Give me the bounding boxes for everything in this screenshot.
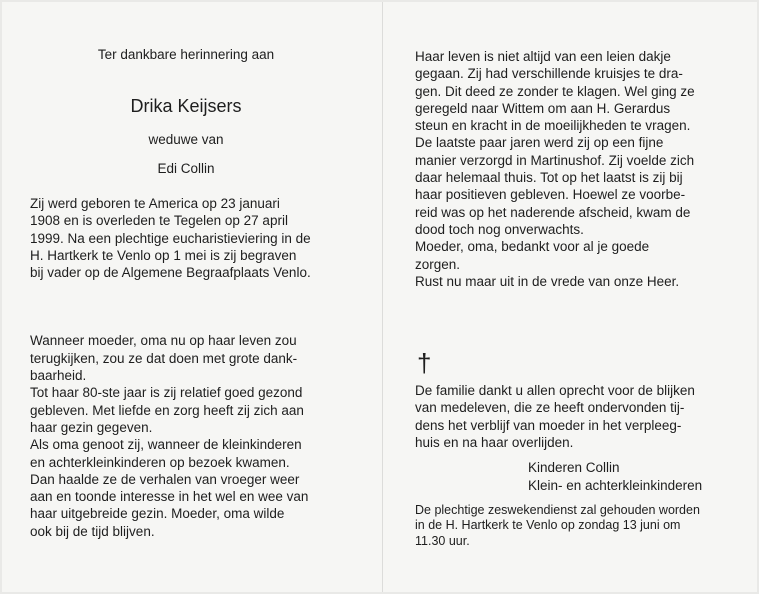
signature-line-grandchildren: Klein- en achterkleinkinderen bbox=[528, 477, 703, 493]
fold-line bbox=[382, 2, 383, 592]
signature-line-children: Kinderen Collin bbox=[528, 460, 620, 476]
intro-line: Ter dankbare herinnering aan bbox=[97, 47, 275, 62]
birth-death-paragraph: Zij werd geboren te America op 23 januari 1908 en is overleden te Tegelen op 27 april 1999. Na een plechtige eucharistieviering in de H. Hartkerk te Venlo op 1 mei is zij begraven bij vader op de Algemene Begraafplaats Venlo. bbox=[30, 196, 311, 281]
deceased-name: Drika Keijsers bbox=[130, 96, 242, 116]
memorial-card bbox=[2, 2, 757, 592]
service-notice: De plechtige zeswekendienst zal gehouden worden in de H. Hartkerk te Venlo op zondag 13 juni om 11.30 uur. bbox=[415, 502, 700, 548]
life-paragraph: Wanneer moeder, oma nu op haar leven zou terugkijken, zou ze dat doen met grote dank- baarheid. Tot haar 80-ste jaar is zij relatief goed gezond gebleven. Met liefde en zorg heeft zij zich aan haar gezin gegeven. Als oma genoot zij, wanneer de kleinkinderen en achterkleinkinderen op bezoek kwamen. Dan haalde ze de verhalen van vroeger weer aan en toonde interesse in het wel en wee van haar uitgebreide gezin. Moeder, oma wilde ook bij de tijd blijven. bbox=[30, 333, 309, 539]
thanks-paragraph: De familie dankt u allen oprecht voor de blijken van medeleven, die ze heeft ondervonden tij- dens het verblijf van moeder in het verpleeg- huis en na haar overlijden. bbox=[415, 383, 695, 451]
left-panel bbox=[30, 47, 342, 540]
widow-of-label: weduwe van bbox=[148, 132, 224, 147]
husband-name: Edi Collin bbox=[157, 161, 215, 176]
closing-paragraph: Moeder, oma, bedankt voor al je goede zorgen. Rust nu maar uit in de vrede van onze Heer. bbox=[415, 239, 680, 289]
cross-icon: † bbox=[417, 348, 432, 379]
right-panel bbox=[415, 48, 730, 549]
signature-block bbox=[528, 459, 730, 494]
life-continued-paragraph: Haar leven is niet altijd van een leien dakje gegaan. Zij had verschillende kruisjes te dra- gen. Dit deed ze zonder te klagen. Wel ging ze geregeld naar Wittem om aan H. Gerardus steun en kracht in de moeilijkheden te vragen. De laatste paar jaren werd zij op een fijne manier verzorgd in Martinushof. Zij voelde zich daar helemaal thuis. Tot op het laatst is zij bij haar positieven gebleven. Hoewel ze voorbe- reid was op het naderende afscheid, kwam de dood toch nog onverwachts. bbox=[415, 49, 695, 237]
